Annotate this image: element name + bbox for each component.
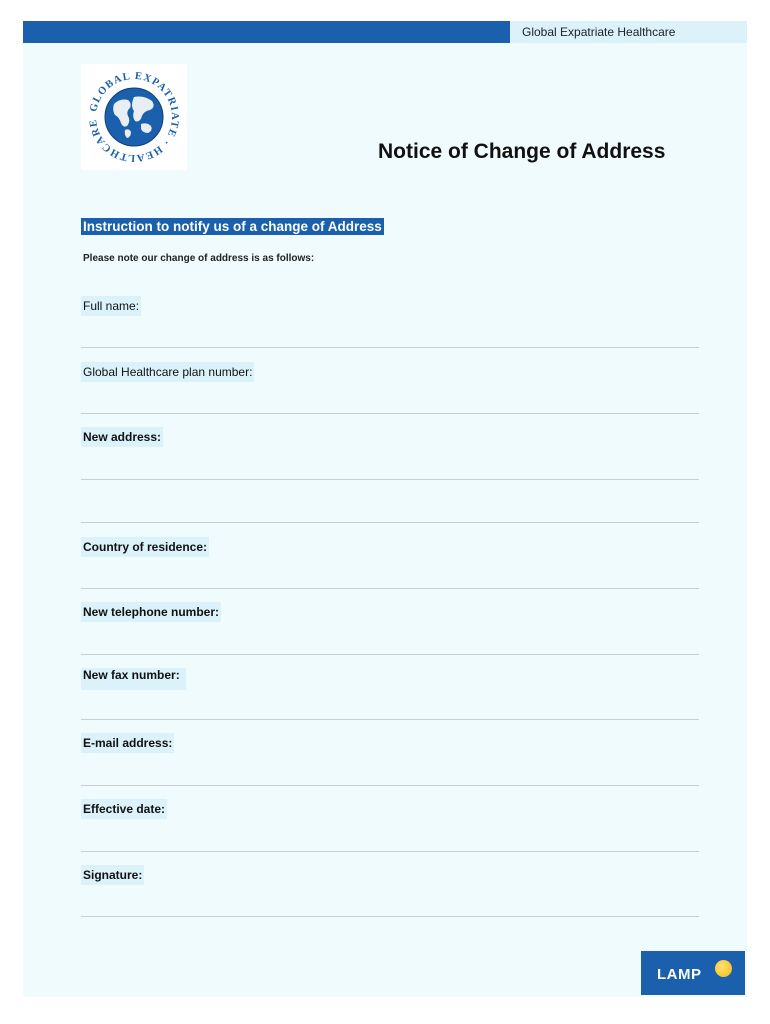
signature-label: Signature: xyxy=(81,865,144,885)
top-banner xyxy=(23,21,747,43)
section-heading: Instruction to notify us of a change of Address xyxy=(83,219,382,234)
globe-logo-icon xyxy=(81,64,187,170)
intro-text: Please note our change of address is as follows: xyxy=(83,253,315,264)
fax-label: New fax number: xyxy=(81,668,186,690)
new-address-label: New address: xyxy=(81,427,163,447)
plan-number-label: Global Healthcare plan number: xyxy=(81,362,254,382)
page-title: Notice of Change of Address xyxy=(378,140,666,163)
lamp-brand-text: LAMP xyxy=(657,966,702,983)
signature-line[interactable] xyxy=(81,916,699,917)
full-name-line[interactable] xyxy=(81,347,699,348)
new-address-line-2[interactable] xyxy=(81,522,699,523)
plan-number-line[interactable] xyxy=(81,413,699,414)
company-tab: Global Expatriate Healthcare xyxy=(510,21,747,43)
email-label: E-mail address: xyxy=(81,733,174,753)
lamp-logo xyxy=(641,951,745,995)
telephone-label: New telephone number: xyxy=(81,602,221,622)
form-page xyxy=(23,21,747,997)
fax-line[interactable] xyxy=(81,719,699,720)
full-name-label: Full name: xyxy=(81,296,141,316)
country-label: Country of residence: xyxy=(81,537,209,557)
effective-date-line[interactable] xyxy=(81,851,699,852)
telephone-line[interactable] xyxy=(81,654,699,655)
logo-ring-text: GLOBAL EXPATRIATE · HEALTHCARE xyxy=(87,70,181,164)
country-line[interactable] xyxy=(81,588,699,589)
sun-icon xyxy=(715,960,732,977)
banner-blue-strip xyxy=(23,21,510,43)
email-line[interactable] xyxy=(81,785,699,786)
company-logo xyxy=(81,64,187,170)
new-address-line-1[interactable] xyxy=(81,479,699,480)
effective-date-label: Effective date: xyxy=(81,799,167,819)
